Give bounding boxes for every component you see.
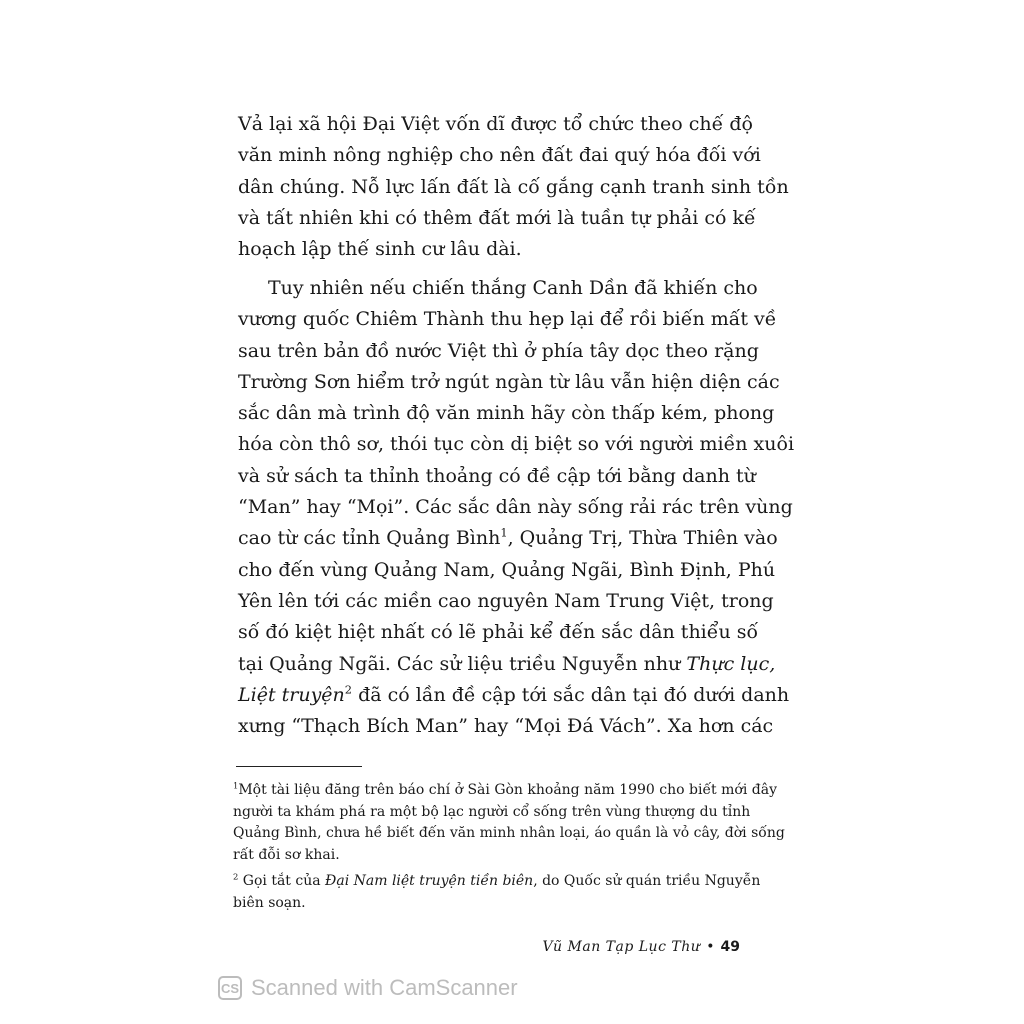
text-segment: cao từ các tỉnh Quảng Bình xyxy=(238,527,501,550)
footnote-ref-1[interactable]: 1 xyxy=(500,526,508,541)
footnote-marker: 2 xyxy=(233,871,239,882)
footnote-1 xyxy=(233,780,785,866)
text-line: Vả lại xã hội Đại Việt vốn dĩ được tổ chức theo chế độ xyxy=(238,113,753,135)
italic-title: Liệt truyện xyxy=(238,683,345,706)
text-line: dân chúng. Nỗ lực lấn đất là cố gắng cạnh tranh sinh tồn xyxy=(238,175,789,198)
running-title: Vũ Man Tạp Lục Thư xyxy=(542,939,701,955)
text-line xyxy=(238,649,776,680)
footnote-divider xyxy=(236,766,362,767)
footnote-line: rất đỗi sơ khai. xyxy=(233,846,340,863)
text-line xyxy=(238,680,790,711)
footnote-line: biên soạn. xyxy=(233,894,306,911)
text-line: và tất nhiên khi có thêm đất mới là tuần tự phải có kế xyxy=(238,206,756,229)
text-line: Yên lên tới các miền cao nguyên Nam Trung Việt, trong xyxy=(238,589,774,612)
text-line xyxy=(238,523,778,554)
text-line: Trường Sơn hiểm trở ngút ngàn từ lâu vẫn hiện diện các xyxy=(238,370,780,393)
text-segment: , Quảng Trị, Thừa Thiên vào xyxy=(507,527,778,550)
page-number: 49 xyxy=(720,939,740,955)
text-line: và sử sách ta thỉnh thoảng có đề cập tới bằng danh từ xyxy=(238,464,756,487)
camscanner-logo-icon: CS xyxy=(218,976,242,1000)
page-footer xyxy=(542,939,740,955)
text-line: số đó kiệt hiệt nhất có lẽ phải kể đến sắc dân thiểu số xyxy=(238,621,759,644)
paragraph-1 xyxy=(238,109,789,265)
text-line: sau trên bản đồ nước Việt thì ở phía tây dọc theo rặng xyxy=(238,339,759,362)
footnote-line xyxy=(233,871,761,893)
text-line: hoạch lập thế sinh cư lâu dài. xyxy=(238,238,522,261)
footnote-ref-2[interactable]: 2 xyxy=(344,682,353,697)
text-segment: tại Quảng Ngãi. Các sử liệu triều Nguyễn như xyxy=(238,652,687,675)
footnote-line: Quảng Bình, chưa hề biết đến văn minh nhân loại, áo quần là vỏ cây, đời sống xyxy=(233,825,785,841)
italic-title: Thực lục, xyxy=(686,652,776,675)
paragraph-2 xyxy=(238,273,795,742)
footnote-marker: 1 xyxy=(233,780,239,791)
text-line: hóa còn thô sơ, thói tục còn dị biệt so với người miền xuôi xyxy=(238,433,795,456)
footnote-line xyxy=(233,780,777,802)
footnote-line: người ta khám phá ra một bộ lạc người cổ sống trên vùng thượng du tỉnh xyxy=(233,803,751,820)
text-line: văn minh nông nghiệp cho nên đất đai quý hóa đối với xyxy=(238,144,761,167)
text-segment: , do Quốc sử quán triều Nguyễn xyxy=(533,873,761,889)
text-segment: Gọi tắt của xyxy=(238,873,326,889)
text-segment: đã có lần đề cập tới sắc dân tại đó dưới danh xyxy=(352,683,790,706)
watermark-text: Scanned with CamScanner xyxy=(251,975,518,1000)
text-line: vương quốc Chiêm Thành thu hẹp lại để rồi biến mất về xyxy=(238,308,777,331)
bullet-separator: • xyxy=(706,939,715,955)
text-segment: Một tài liệu đăng trên báo chí ở Sài Gòn khoảng năm 1990 cho biết mới đây xyxy=(238,782,777,798)
text-line: xưng “Thạch Bích Man” hay “Mọi Đá Vách”. Xa hơn các xyxy=(238,715,774,738)
footnote-2 xyxy=(233,871,761,914)
text-line: cho đến vùng Quảng Nam, Quảng Ngãi, Bình Định, Phú xyxy=(238,558,776,581)
text-line: sắc dân mà trình độ văn minh hãy còn thấp kém, phong xyxy=(238,402,775,425)
text-line: Tuy nhiên nếu chiến thắng Canh Dần đã khiến cho xyxy=(268,277,758,299)
italic-title: Đại Nam liệt truyện tiền biên xyxy=(325,873,534,889)
camscanner-watermark xyxy=(218,973,518,1003)
text-line: “Man” hay “Mọi”. Các sắc dân này sống rải rác trên vùng xyxy=(238,496,793,519)
